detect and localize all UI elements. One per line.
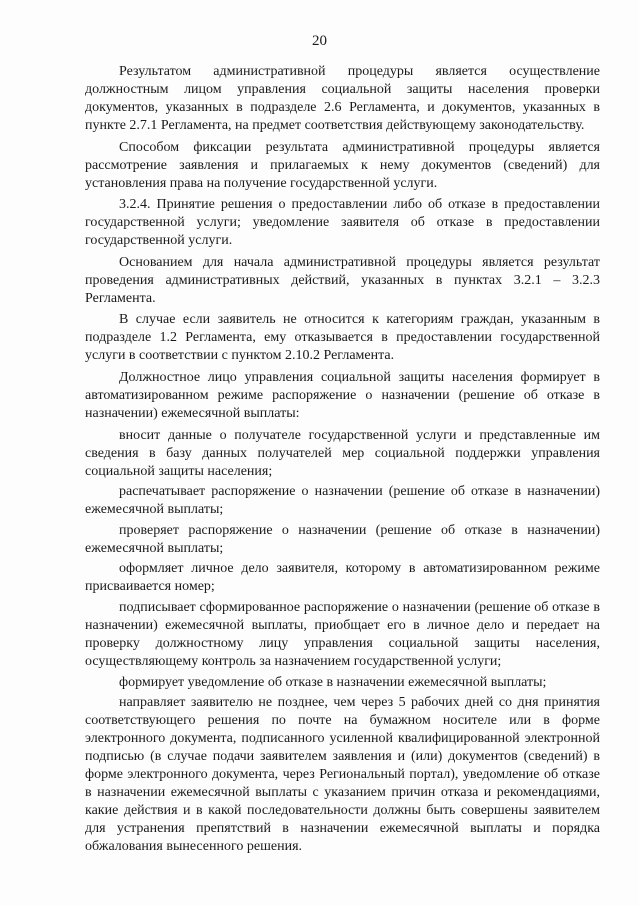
- list-item-sends-notice: направляет заявителю не позднее, чем через 5 рабочих дней со дня принятия соответствующего решения по почте на бумажном носителе или в форме электронного документа, подписанного усиленной квалифицированной электронной подписью (в случае подачи заявителем заявления и (или) документов (сведений) в форме электронного документа, через Региональный портал), уведомление об отказе в назначении ежемесячной выплаты с указанием причин отказа и рекомендациями, какие действия и в какой последовательности должны быть совершены заявителем для устранения препятствий в назначении ежемесячной выплаты и порядка обжалования вынесенного решения.: [85, 695, 600, 855]
- list-item-signs-order: подписывает сформированное распоряжение о назначении (решение об отказе в назначении) ежемесячной выплаты, приобщает его в личное дело и передает на проверку должностному лицу управления социальной защиты населения, осуществляющему контроль за назначением государственной услуги;: [85, 599, 600, 669]
- list-item-checks-order: проверяет распоряжение о назначении (решение об отказе в назначении) ежемесячной выплаты;: [85, 522, 600, 556]
- list-item-enters-data: вносит данные о получателе государственной услуги и представленные им сведения в базу данных получателей мер социальной поддержки управления социальной защиты населения;: [85, 427, 600, 479]
- list-item-prints-order: распечатывает распоряжение о назначении (решение об отказе в назначении) ежемесячной выплаты;: [85, 484, 600, 518]
- page-number: 20: [312, 33, 327, 49]
- list-item-forms-notice: формирует уведомление об отказе в назначении ежемесячной выплаты;: [119, 674, 547, 690]
- paragraph-result: Результатом административной процедуры является осуществление должностным лицом управления социальной защиты населения проверки документов, указанных в подразделе 2.6 Регламента, и документов, указанных в пункте 2.7.1 Регламента, на предмет соответствия действующему законодательству.: [85, 64, 600, 133]
- list-item-personal-file: оформляет личное дело заявителя, которому в автоматизированном режиме присваивается номер;: [85, 561, 600, 595]
- paragraph-basis: Основанием для начала административной процедуры является результат проведения административных действий, указанных в пунктах 3.2.1 – 3.2.3 Регламента.: [85, 254, 600, 306]
- paragraph-official-forms: Должностное лицо управления социальной защиты населения формирует в автоматизированном режиме распоряжение о назначении (решение об отказе в назначении) ежемесячной выплаты:: [85, 369, 600, 421]
- paragraph-section-3-2-4: 3.2.4. Принятие решения о предоставлении либо об отказе в предоставлении государственной услуги; уведомление заявителя об отказе в предоставлении государственной услуги.: [85, 197, 600, 249]
- paragraph-refusal-case: В случае если заявитель не относится к категориям граждан, указанным в подразделе 1.2 Регламента, ему отказывается в предоставлении государственной услуги в соответствии с пунктом 2.10.2 Регламента.: [85, 312, 600, 364]
- paragraph-fixation-method: Способом фиксации результата административной процедуры является рассмотрение заявления и прилагаемых к нему документов (сведений) для установления права на получение государственной услуги.: [85, 139, 600, 191]
- document-body: [85, 63, 600, 859]
